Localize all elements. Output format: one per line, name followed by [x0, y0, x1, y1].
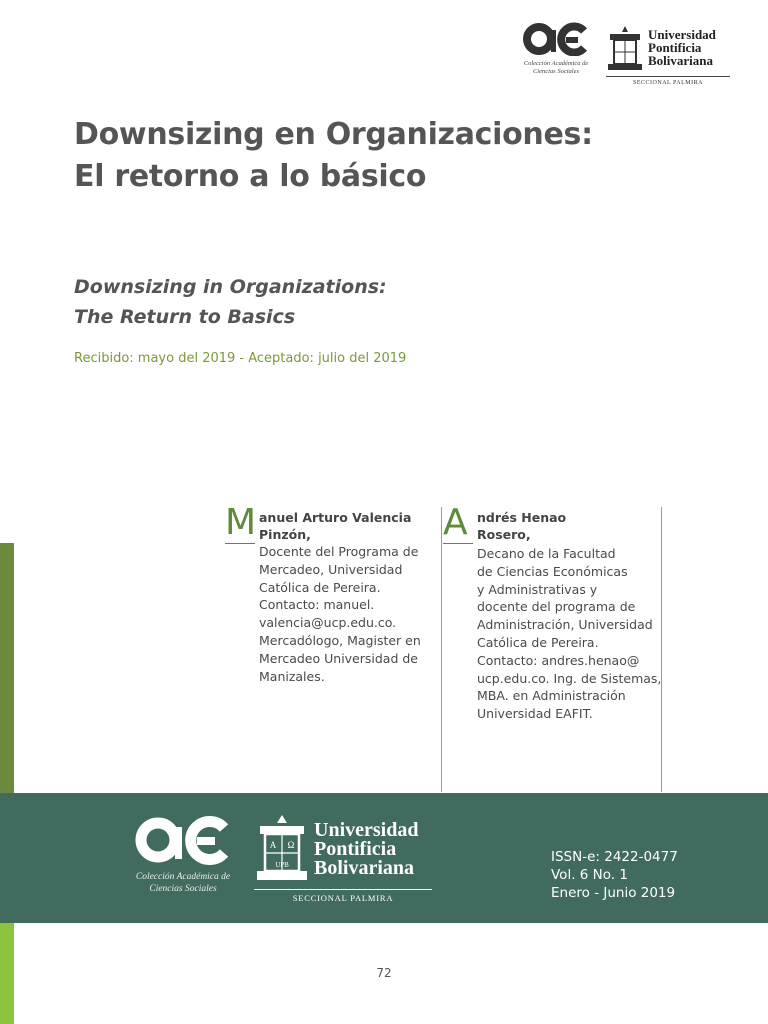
author-bio-line: Docente del Programa de — [259, 544, 419, 559]
upb-seccional: SECCIONAL PALMIRA — [633, 80, 703, 86]
upb-divider — [606, 76, 730, 77]
upb-name-line: Universidad — [648, 27, 716, 42]
author-name-line: anuel Arturo Valencia — [259, 510, 412, 525]
author-name — [477, 509, 657, 543]
upb-name — [648, 28, 738, 67]
ac-caption-line: Ciencias Sociales — [149, 884, 217, 894]
volume: Vol. 6 No. 1 — [551, 867, 628, 883]
ac-caption-line: Colección Académica de — [135, 872, 231, 882]
author-bio-line: docente del programa de — [477, 599, 636, 615]
dropcap-underline — [225, 543, 255, 544]
header-logos — [518, 22, 734, 90]
author-bio-line: Contacto: manuel. — [259, 597, 375, 613]
article-subtitle-line: The Return to Basics — [74, 306, 296, 328]
ac-logo-icon — [134, 815, 232, 865]
author-bio-line: ucp.edu.co. Ing. de Sistemas, — [477, 670, 662, 686]
article-title — [74, 114, 674, 198]
upb-name-line: Bolivariana — [314, 857, 415, 879]
upb-seccional: SECCIONAL PALMIRA — [292, 893, 394, 903]
upb-name-line: Pontificia — [648, 40, 702, 55]
author-bio-line: Católica de Pereira. — [477, 634, 599, 650]
author-bio-line: Administración, Universidad — [477, 617, 653, 633]
column-divider — [441, 507, 442, 792]
upb-crest-icon — [254, 813, 310, 883]
author-bio — [259, 543, 449, 685]
upb-logo — [254, 813, 436, 909]
author-bio-line: Mercadeo, Universidad — [259, 561, 403, 577]
author-dropcap: M — [225, 502, 257, 543]
upb-name-line: Universidad — [314, 819, 419, 841]
upb-name-line: Pontificia — [314, 838, 397, 860]
crest-omega: Ω — [287, 840, 295, 850]
author-name — [259, 509, 439, 543]
author-bio-line: Católica de Pereira. — [259, 579, 381, 595]
author-bio-line: de Ciencias Económicas — [477, 563, 628, 579]
ac-caption — [518, 60, 594, 76]
column-divider — [661, 507, 662, 792]
author-bio-line: MBA. en Administración — [477, 688, 626, 704]
footer-band — [0, 793, 768, 923]
dropcap-underline — [443, 543, 473, 544]
ac-caption — [128, 871, 238, 895]
page-number: 72 — [376, 966, 392, 980]
upb-name — [314, 821, 438, 878]
author-bio-line: valencia@ucp.edu.co. — [259, 615, 397, 631]
ac-logo — [128, 815, 238, 895]
crest-upb: UPB — [275, 861, 289, 869]
author-bio-line: Mercadeo Universidad de — [259, 650, 419, 666]
author-bio-line: Contacto: andres.henao@ — [477, 652, 640, 668]
article-title-line: El retorno a lo básico — [74, 159, 427, 194]
author-name-line: Pinzón, — [259, 527, 311, 542]
upb-crest-icon — [606, 24, 644, 72]
article-title-line: Downsizing en Organizaciones: — [74, 117, 593, 152]
author-dropcap: A — [443, 502, 468, 543]
ac-caption-line: Colección Académica de — [523, 60, 589, 67]
upb-divider — [254, 889, 432, 890]
author-bio-line: Decano de la Facultad — [477, 546, 616, 561]
article-subtitle — [74, 272, 574, 332]
upb-logo — [606, 24, 734, 90]
author-bio-line: y Administrativas y — [477, 581, 598, 597]
received-accepted-dates: Recibido: mayo del 2019 - Aceptado: julio del 2019 — [74, 351, 407, 366]
ac-logo-icon — [522, 22, 590, 56]
ac-caption-line: Ciencias Sociales — [532, 68, 580, 75]
author-name-line: ndrés Henao — [477, 510, 567, 525]
author-bio — [477, 545, 667, 723]
author-bio-line: Mercadólogo, Magister en — [259, 632, 421, 648]
issn: ISSN-e: 2422-0477 — [551, 849, 678, 865]
left-accent-stripe-dark — [0, 543, 14, 793]
article-subtitle-line: Downsizing in Organizations: — [74, 276, 387, 298]
ac-logo — [518, 22, 594, 82]
upb-name-line: Bolivariana — [648, 53, 714, 68]
period: Enero - Junio 2019 — [551, 885, 676, 901]
crest-alpha: A — [269, 840, 277, 850]
authors-section — [225, 502, 665, 792]
author-name-line: Rosero, — [477, 527, 531, 542]
author-bio-line: Manizales. — [259, 668, 325, 684]
author-bio-line: Universidad EAFIT. — [477, 706, 593, 722]
journal-info — [551, 848, 751, 902]
